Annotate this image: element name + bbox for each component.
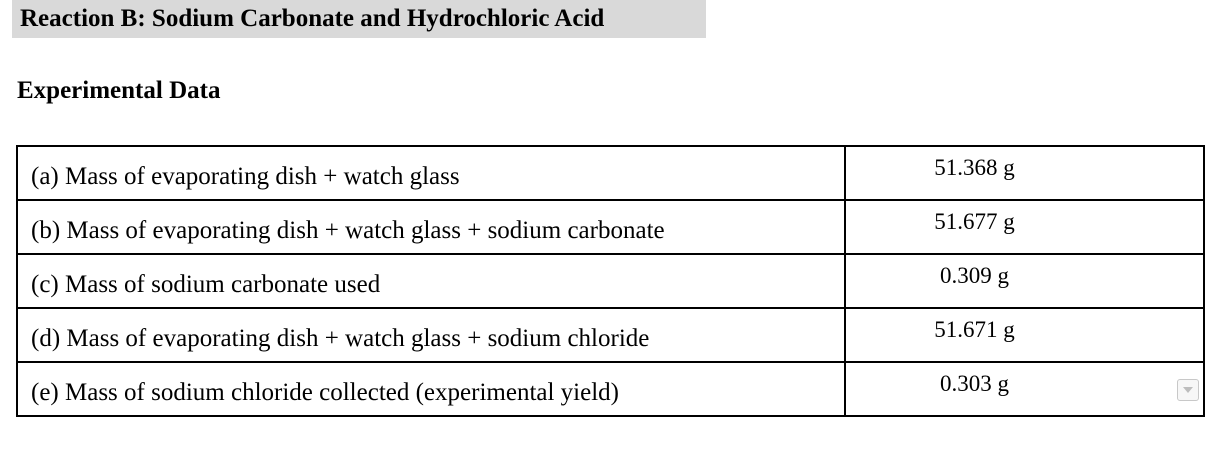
row-value-cell bbox=[845, 362, 1204, 416]
row-value[interactable]: 51.677 g bbox=[845, 200, 1204, 254]
row-label: (e) Mass of sodium chloride collected (experimental yield) bbox=[17, 362, 845, 416]
row-label: (c) Mass of sodium carbonate used bbox=[17, 254, 845, 308]
row-value[interactable]: 51.368 g bbox=[845, 146, 1204, 200]
row-label: (b) Mass of evaporating dish + watch glass + sodium carbonate bbox=[17, 200, 845, 254]
row-value[interactable]: 0.303 g bbox=[940, 371, 1009, 396]
row-label: (a) Mass of evaporating dish + watch glass bbox=[17, 146, 845, 200]
table-row bbox=[17, 362, 1204, 416]
row-label: (d) Mass of evaporating dish + watch glass + sodium chloride bbox=[17, 308, 845, 362]
table-row bbox=[17, 308, 1204, 362]
table-row bbox=[17, 254, 1204, 308]
table-row bbox=[17, 200, 1204, 254]
table-row bbox=[17, 146, 1204, 200]
experimental-data-table bbox=[16, 145, 1205, 417]
chevron-down-icon bbox=[1182, 386, 1194, 394]
row-value[interactable]: 0.309 g bbox=[845, 254, 1204, 308]
section-title: Reaction B: Sodium Carbonate and Hydrochloric Acid bbox=[12, 0, 706, 38]
experimental-data-heading: Experimental Data bbox=[17, 77, 221, 104]
row-value[interactable]: 51.671 g bbox=[845, 308, 1204, 362]
dropdown-button[interactable] bbox=[1177, 379, 1199, 401]
